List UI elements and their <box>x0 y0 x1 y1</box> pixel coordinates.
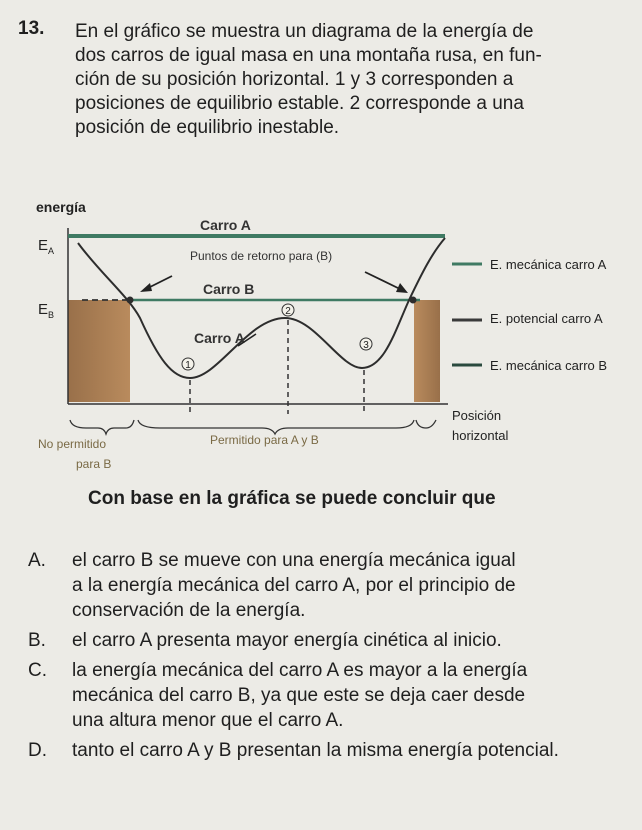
forbidden-region-right <box>414 300 440 402</box>
no-permitido-label-line2: para B <box>76 457 112 471</box>
brace-right <box>416 420 436 428</box>
turning-arrowhead-left <box>140 283 152 292</box>
option-line: a la energía mecánica del carro A, por el principio de <box>72 575 516 596</box>
option-line: el carro A presenta mayor energía cinética al inicio. <box>72 630 502 651</box>
option-text <box>72 658 527 733</box>
no-permitido-label-line1: No permitido <box>38 437 107 451</box>
option-line: mecánica del carro B, ya que este se deja caer desde <box>72 685 526 706</box>
question-line: dos carros de igual masa en una montaña rusa, en fun- <box>75 45 542 66</box>
turning-point-left <box>127 297 134 304</box>
question-text <box>75 20 625 140</box>
option-d[interactable] <box>28 738 638 763</box>
point-2-label: 2 <box>285 306 291 317</box>
option-letter: D. <box>28 740 47 761</box>
prompt-text: Con base en la gráfica se puede concluir que <box>88 488 496 509</box>
brace-permitido <box>138 420 414 434</box>
question-line: posición de equilibrio inestable. <box>75 117 340 138</box>
ea-label-sub: A <box>48 246 55 256</box>
brace-no-permitido <box>70 420 134 434</box>
option-line: el carro B se mueve con una energía mecánica igual <box>72 550 516 571</box>
option-letter: A. <box>28 550 46 571</box>
ea-label-main: E <box>38 237 49 254</box>
option-line: conservación de la energía. <box>72 600 306 621</box>
legend-label-potential-a: E. potencial carro A <box>490 311 603 326</box>
option-a[interactable] <box>28 548 638 623</box>
option-line: tanto el carro A y B presentan la misma energía potencial. <box>72 740 559 761</box>
option-text <box>72 628 502 653</box>
eb-label <box>38 301 54 320</box>
carro-b-label: Carro B <box>203 281 255 297</box>
x-axis-label-line1: Posición <box>452 408 502 423</box>
option-line: una altura menor que el carro A. <box>72 710 344 731</box>
point-3-label: 3 <box>363 340 369 351</box>
question-line: ción de su posición horizontal. 1 y 3 corresponden a <box>75 69 514 90</box>
carro-a-well-label: Carro A <box>194 330 245 346</box>
x-axis-label-line2: horizontal <box>452 428 509 443</box>
carro-a-top-label: Carro A <box>200 217 251 233</box>
ea-label <box>38 237 54 256</box>
question-number: 13. <box>18 18 45 39</box>
turning-arrow-right <box>365 272 402 290</box>
option-letter: C. <box>28 660 47 681</box>
option-text <box>72 738 559 763</box>
option-line: la energía mecánica del carro A es mayor a la energía <box>72 660 528 681</box>
turning-point-right <box>410 297 417 304</box>
eb-label-main: E <box>38 301 49 318</box>
answer-options <box>28 548 638 768</box>
energy-diagram <box>0 188 642 483</box>
eb-label-sub: B <box>48 310 55 320</box>
option-text <box>72 548 516 623</box>
turning-arrowhead-right <box>396 283 408 293</box>
option-b[interactable] <box>28 628 638 653</box>
legend-label-mechanical-b: E. mecánica carro B <box>490 358 608 373</box>
forbidden-region-left <box>68 300 130 402</box>
turning-points-label: Puntos de retorno para (B) <box>190 249 333 263</box>
point-1-label: 1 <box>185 360 191 371</box>
option-c[interactable] <box>28 658 638 733</box>
y-axis-label: energía <box>36 199 86 215</box>
permitido-label: Permitido para A y B <box>210 433 319 447</box>
question-line: En el gráfico se muestra un diagrama de la energía de <box>75 21 534 42</box>
legend-label-mechanical-a: E. mecánica carro A <box>490 257 607 272</box>
question-line: posiciones de equilibrio estable. 2 corresponde a una <box>75 93 524 114</box>
option-letter: B. <box>28 630 46 651</box>
